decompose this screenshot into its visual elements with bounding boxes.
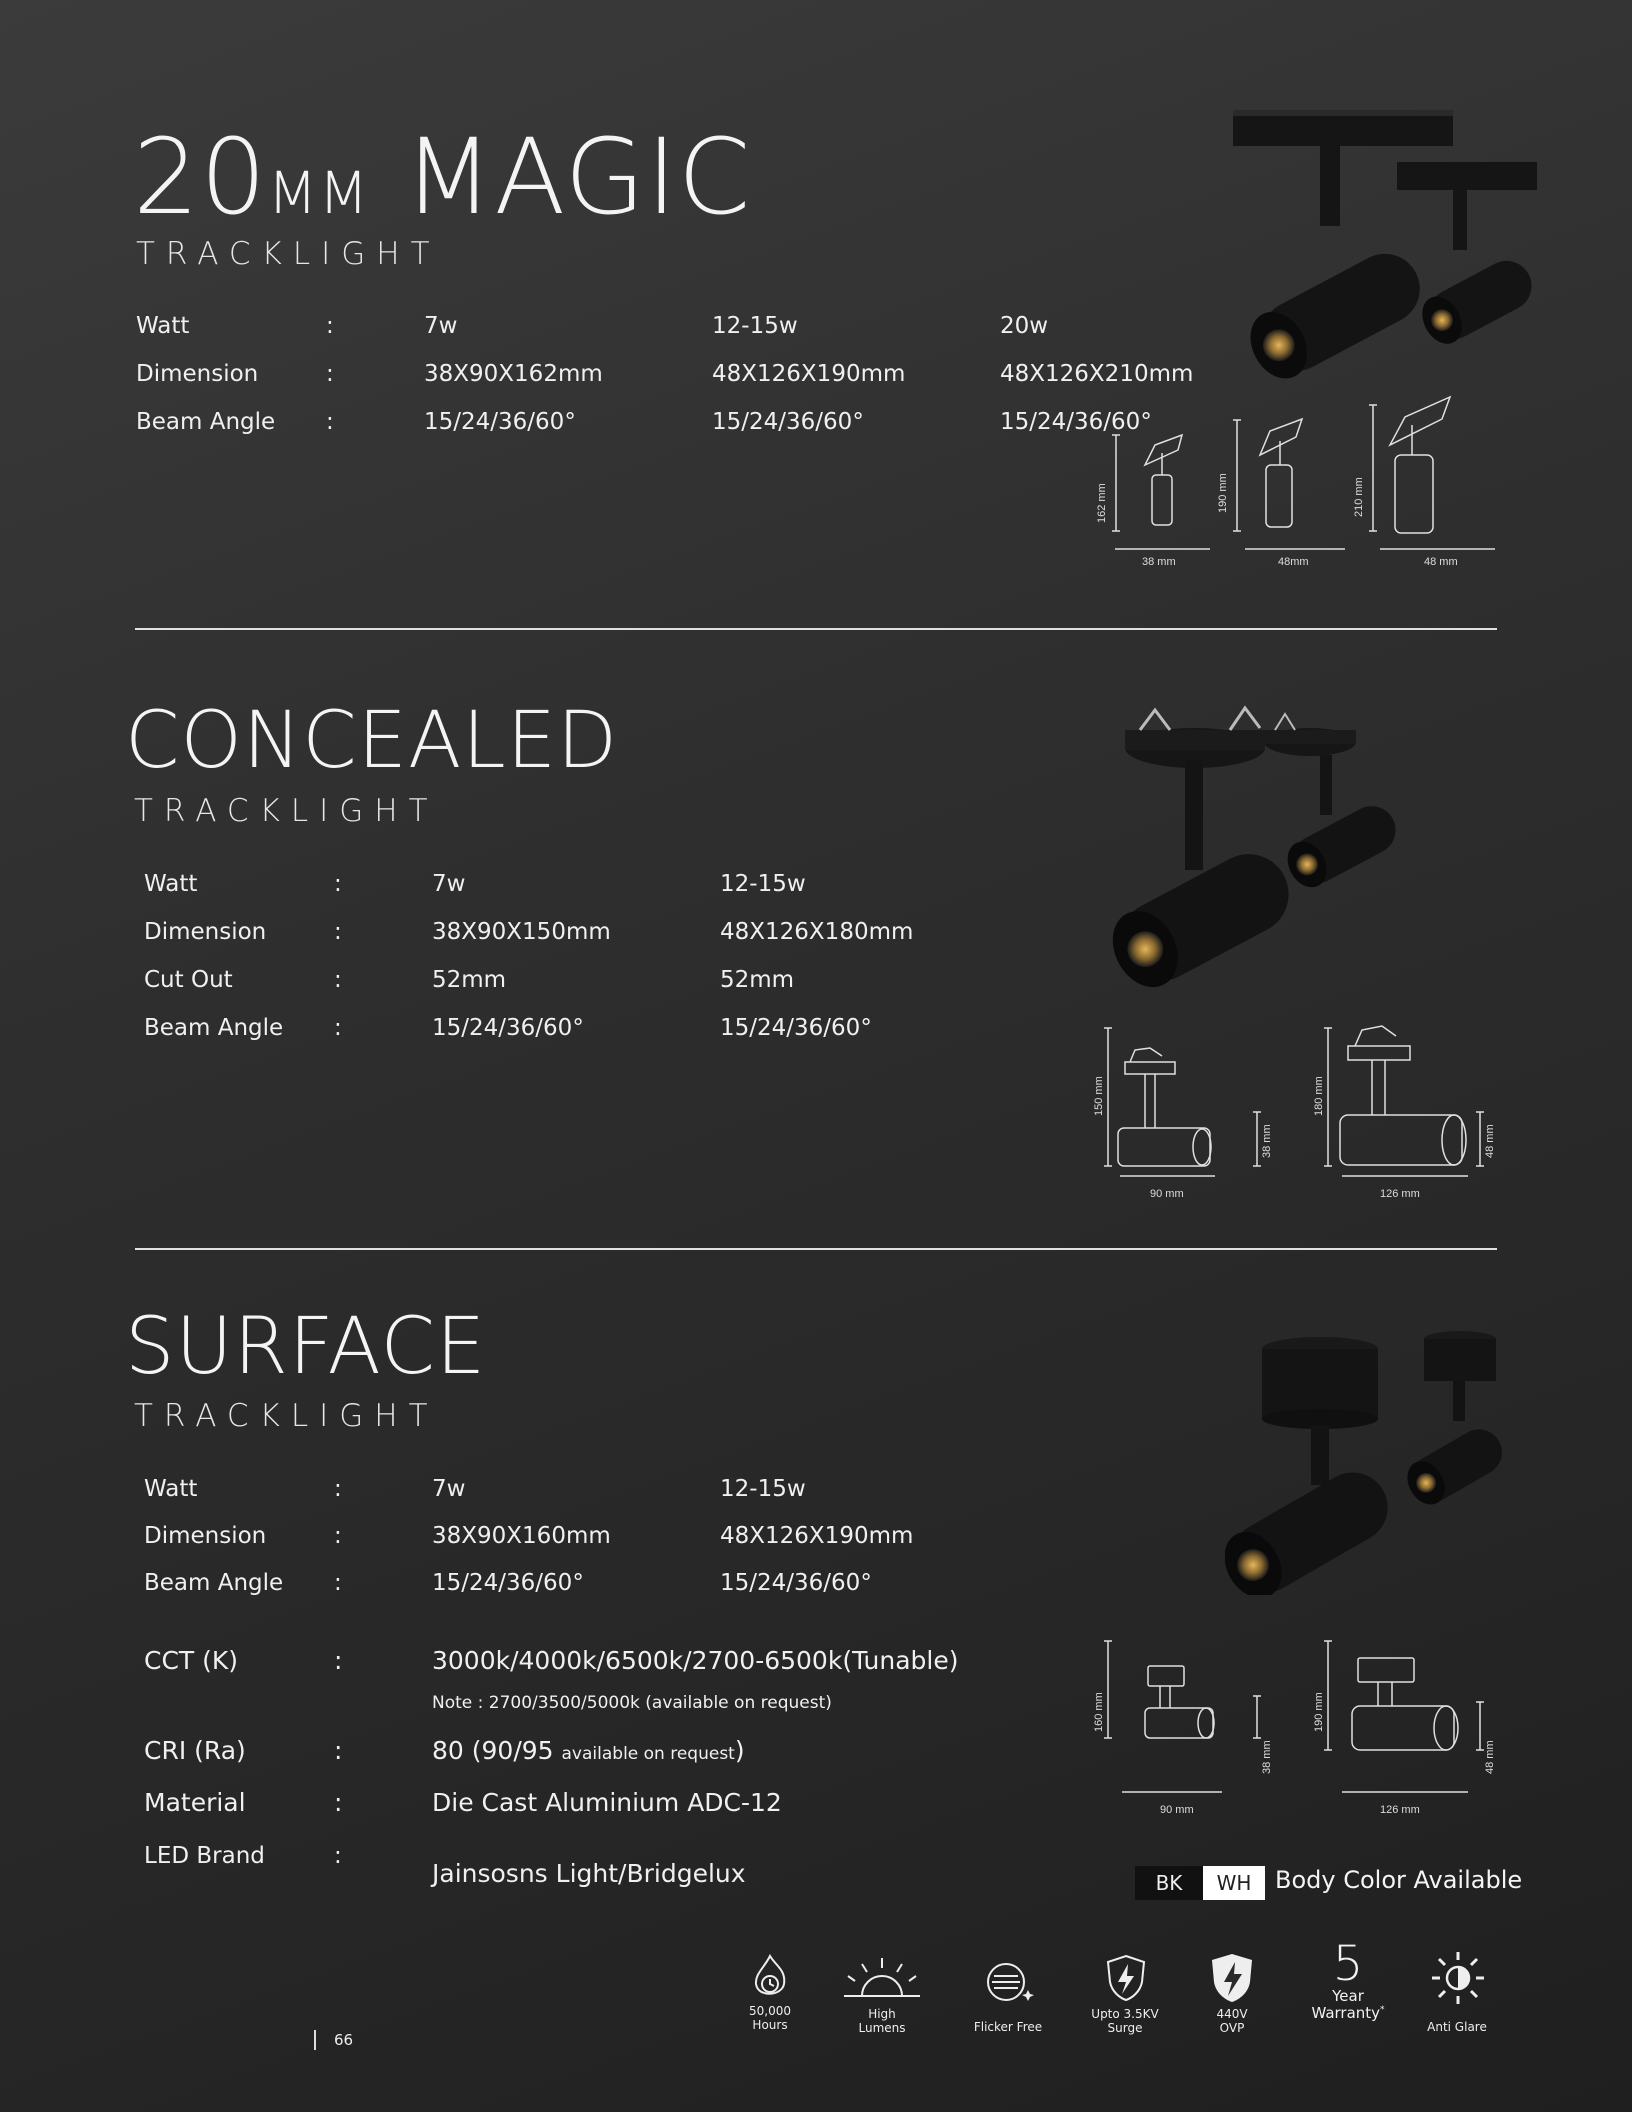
concealed-title: CONCEALED [125, 696, 619, 786]
magic-product-image [1225, 100, 1545, 390]
ovp-label: 440V OVP [1216, 2007, 1248, 2036]
surge-icon [1102, 1952, 1150, 2004]
magic-dim-20w-h: 210 mm [1353, 477, 1365, 517]
surface-title: SURFACE [125, 1302, 487, 1392]
magic-title: 20MM MAGIC [133, 116, 752, 238]
anti-glare-label: Anti Glare [1427, 2020, 1487, 2034]
concealed-subtitle: TRACKLIGHT [134, 793, 439, 829]
anti-glare-icon [1428, 1950, 1488, 2006]
flicker-free-icon [982, 1960, 1038, 2004]
body-color-wh-swatch: WH [1203, 1866, 1265, 1900]
hours-label: 50,000 Hours [749, 2004, 791, 2033]
magic-subtitle: TRACKLIGHT [136, 236, 441, 272]
surface-subtitle: TRACKLIGHT [134, 1398, 439, 1434]
magic-dim-7w [1112, 435, 1210, 549]
surface-dim-12w-w: 126 mm [1380, 1804, 1420, 1816]
concealed-dim-12w-h: 180 mm [1313, 1076, 1325, 1116]
magic-dim-12w-h: 190 mm [1217, 473, 1229, 513]
magic-dim-7w-h: 162 mm [1096, 483, 1108, 523]
surface-dim-12w-h: 190 mm [1313, 1692, 1325, 1732]
page-number-divider [314, 2030, 316, 2050]
magic-dim-20w-w: 48 mm [1424, 556, 1458, 568]
high-lumens-icon [840, 1956, 924, 2004]
magic-dimension-drawings [1090, 395, 1510, 575]
spec-cct-note: Note : 2700/3500/5000k (available on request) [432, 1693, 832, 1713]
concealed-dimension-drawings [1090, 1020, 1510, 1210]
surface-dimension-drawings [1090, 1636, 1510, 1826]
magic-dim-20w [1369, 397, 1495, 549]
flicker-free-label: Flicker Free [973, 2020, 1043, 2034]
surface-dim-12w-d: 48 mm [1484, 1740, 1496, 1774]
concealed-dim-7w-d: 38 mm [1261, 1124, 1273, 1158]
magic-dim-12w-w: 48mm [1278, 556, 1309, 568]
surface-dim-7w-d: 38 mm [1261, 1740, 1273, 1774]
concealed-product-image [1100, 700, 1400, 1000]
surface-dim-7w-h: 160 mm [1093, 1692, 1105, 1732]
surface-product-image [1225, 1325, 1505, 1595]
section-divider-1 [135, 628, 1497, 630]
body-color-bk-swatch: BK [1135, 1866, 1203, 1900]
surge-label: Upto 3.5KV Surge [1091, 2007, 1159, 2036]
body-color-label: Body Color Available [1275, 1866, 1523, 1894]
concealed-dim-7w-w: 90 mm [1150, 1188, 1184, 1200]
warranty-icon: 5 Year Warranty* [1311, 1936, 1385, 2022]
page-number: 66 [334, 2031, 354, 2049]
section-divider-2 [135, 1248, 1497, 1250]
concealed-dim-12w-d: 48 mm [1484, 1124, 1496, 1158]
surface-dim-7w-w: 90 mm [1160, 1804, 1194, 1816]
ovp-icon [1208, 1952, 1256, 2004]
magic-dim-12w [1233, 419, 1345, 549]
spec-led-brand-value: Jainsosns Light/Bridgelux [432, 1859, 746, 1888]
concealed-dim-12w-w: 126 mm [1380, 1188, 1420, 1200]
concealed-dim-7w-h: 150 mm [1093, 1076, 1105, 1116]
magic-dim-7w-w: 38 mm [1142, 556, 1176, 568]
hours-icon [746, 1952, 794, 2004]
high-lumens-label: High Lumens [858, 2007, 906, 2036]
